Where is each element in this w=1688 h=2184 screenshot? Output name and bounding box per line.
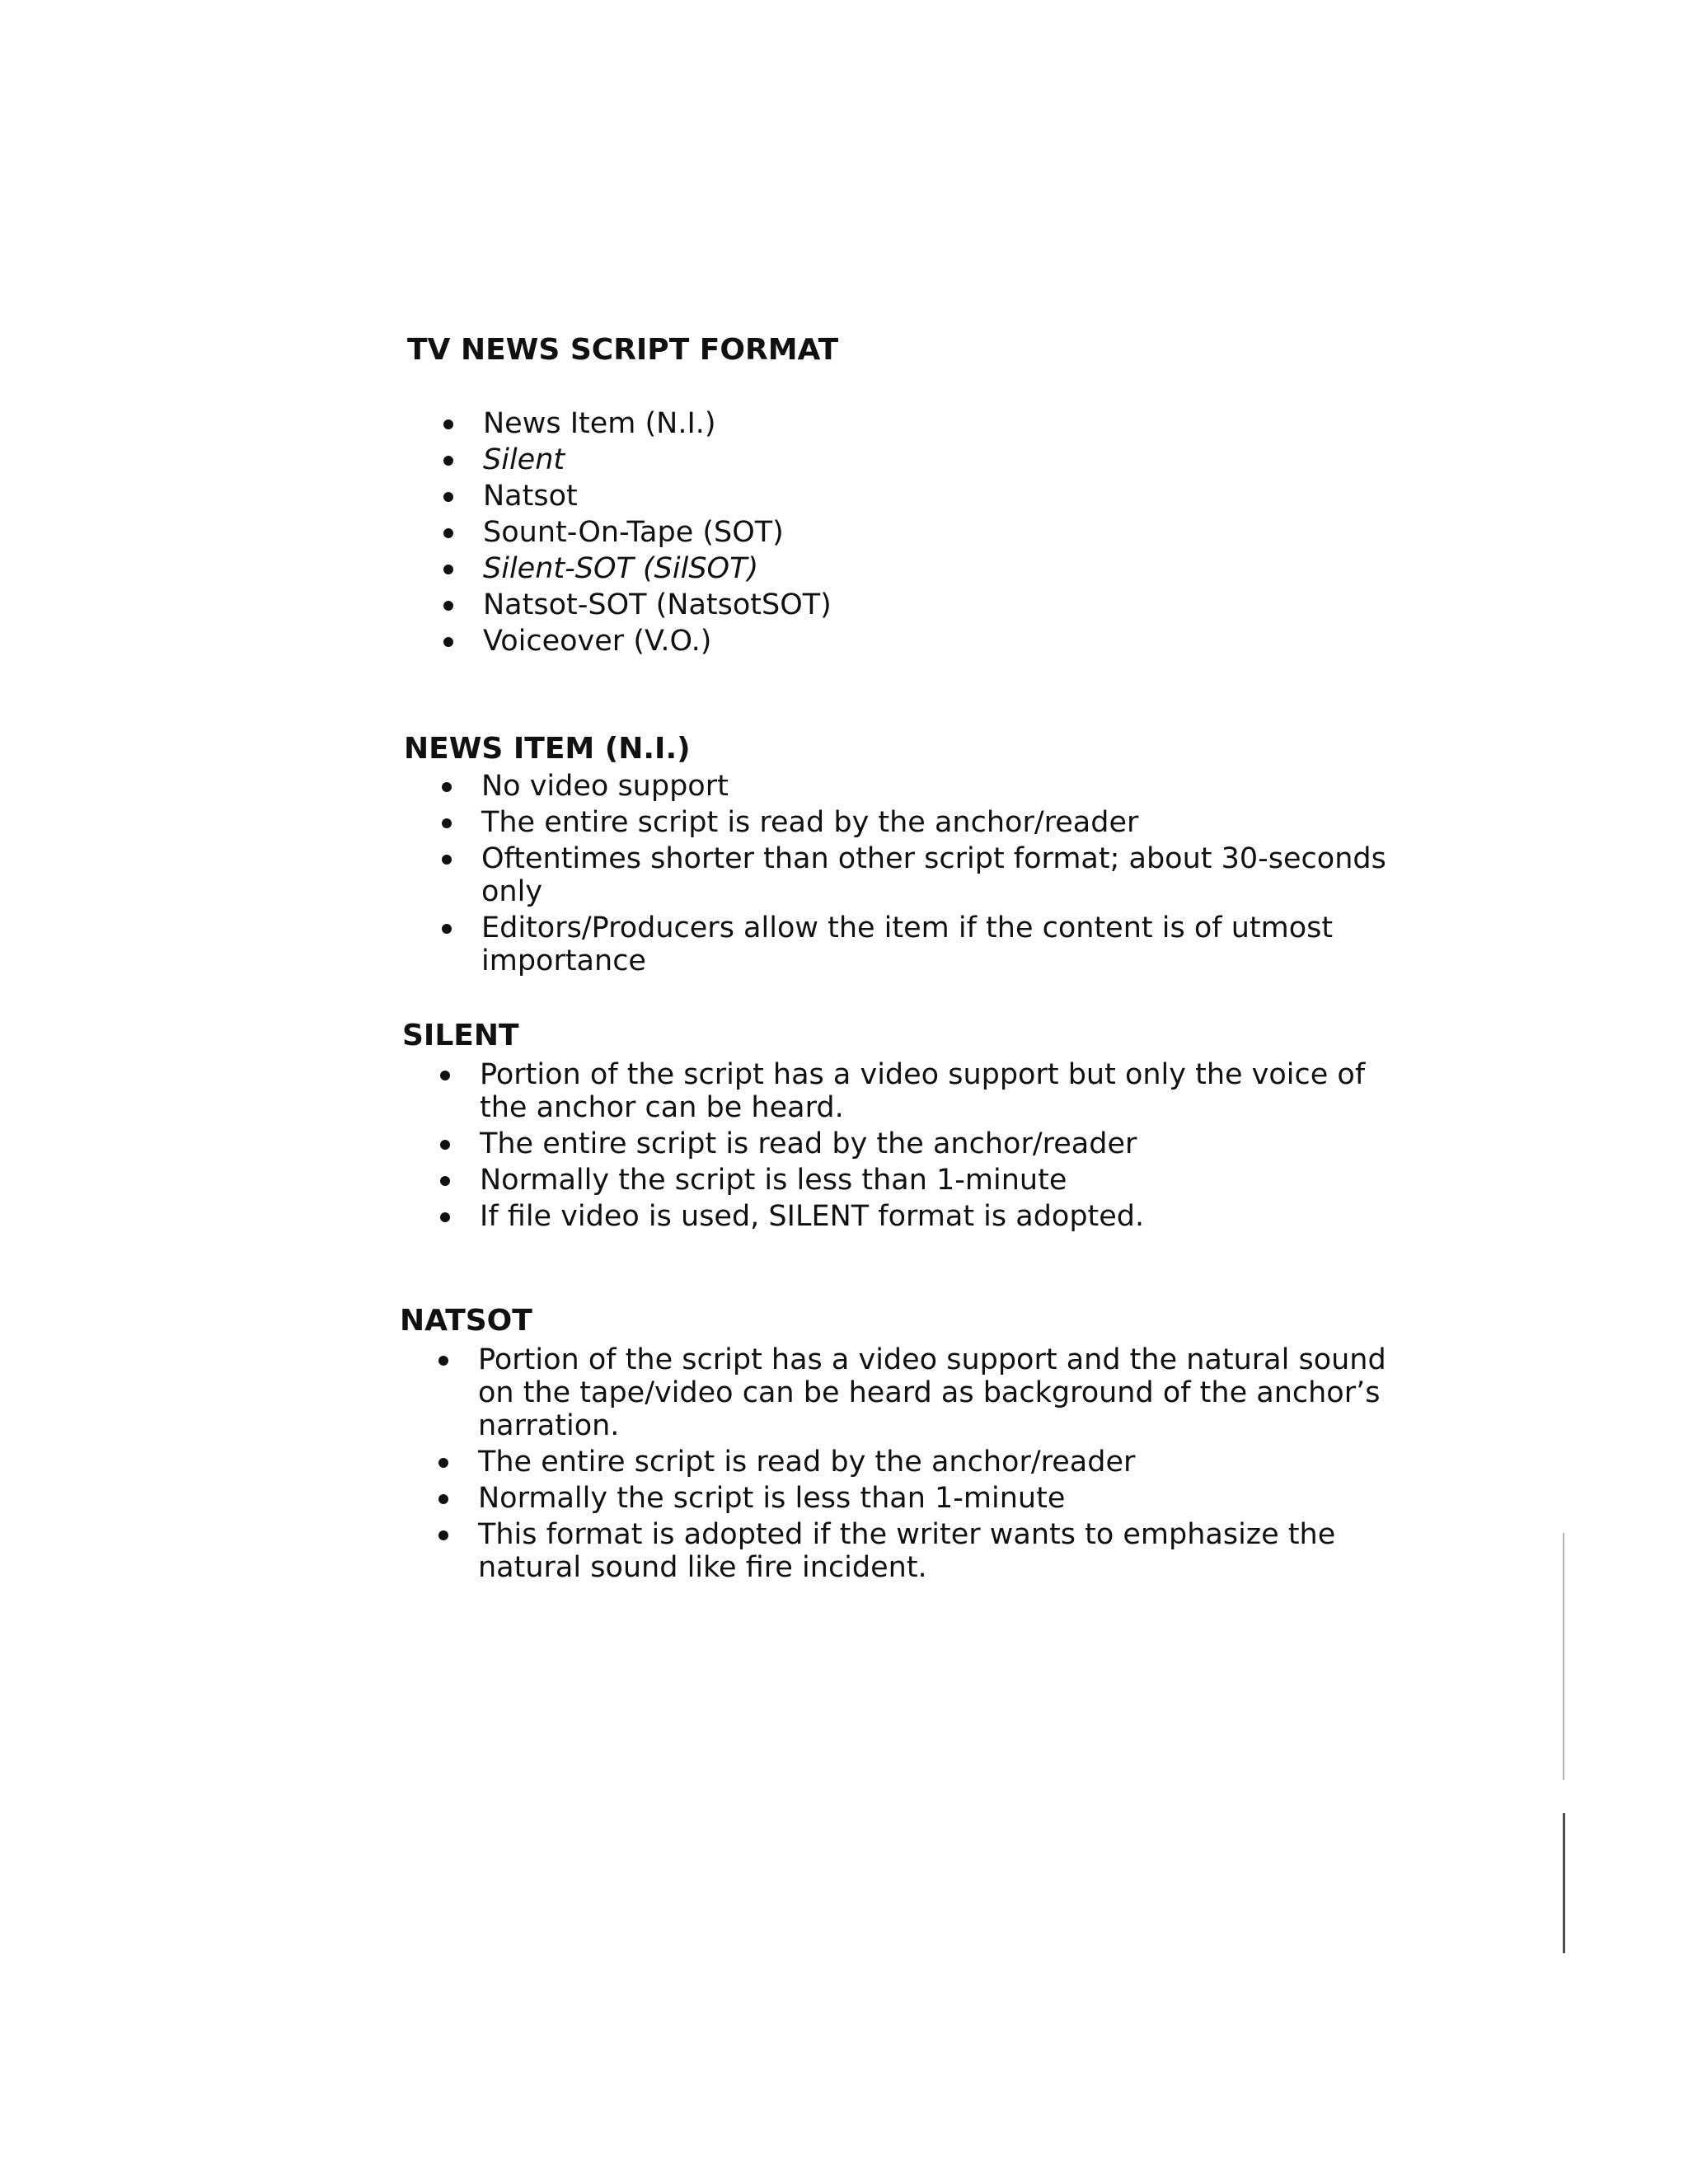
list-item: Normally the script is less than 1-minute (438, 1164, 1403, 1197)
silent-list (438, 1058, 1403, 1236)
document-title: TV NEWS SCRIPT FORMAT (407, 333, 839, 367)
list-item: News Item (N.I.) (442, 407, 1431, 440)
section-heading-natsot: NATSOT (400, 1304, 532, 1338)
list-item: Sount-On-Tape (SOT) (442, 516, 1431, 549)
list-item: Silent (442, 443, 1431, 476)
section-heading-news-item: NEWS ITEM (N.I.) (404, 732, 691, 766)
scan-edge-mark (1563, 1813, 1565, 1953)
list-item: Oftentimes shorter than other script format; about 30-seconds only (440, 842, 1429, 908)
format-overview-list (442, 407, 1431, 661)
news-item-list (440, 770, 1429, 981)
list-item: This format is adopted if the writer wants to emphasize the natural sound like fire incident. (437, 1518, 1418, 1584)
list-item: The entire script is read by the anchor/reader (438, 1127, 1403, 1160)
list-item: Editors/Producers allow the item if the content is of utmost importance (440, 912, 1388, 977)
list-item: Natsot (442, 480, 1431, 513)
list-item: The entire script is read by the anchor/reader (440, 806, 1429, 839)
scan-edge-mark (1563, 1533, 1564, 1780)
list-item: The entire script is read by the anchor/reader (437, 1446, 1418, 1479)
list-item: Silent-SOT (SilSOT) (442, 552, 1431, 585)
list-item: Natsot-SOT (NatsotSOT) (442, 588, 1431, 621)
list-item: Voiceover (V.O.) (442, 625, 1431, 658)
list-item: If file video is used, SILENT format is adopted. (438, 1200, 1403, 1233)
list-item: Normally the script is less than 1-minute (437, 1482, 1418, 1515)
natsot-list (437, 1343, 1418, 1587)
list-item: Portion of the script has a video support and the natural sound on the tape/video can be heard as background of the anchor’s narration. (437, 1343, 1418, 1442)
list-item: No video support (440, 770, 1429, 803)
section-heading-silent: SILENT (402, 1019, 519, 1052)
list-item: Portion of the script has a video support but only the voice of the anchor can be heard. (438, 1058, 1403, 1124)
